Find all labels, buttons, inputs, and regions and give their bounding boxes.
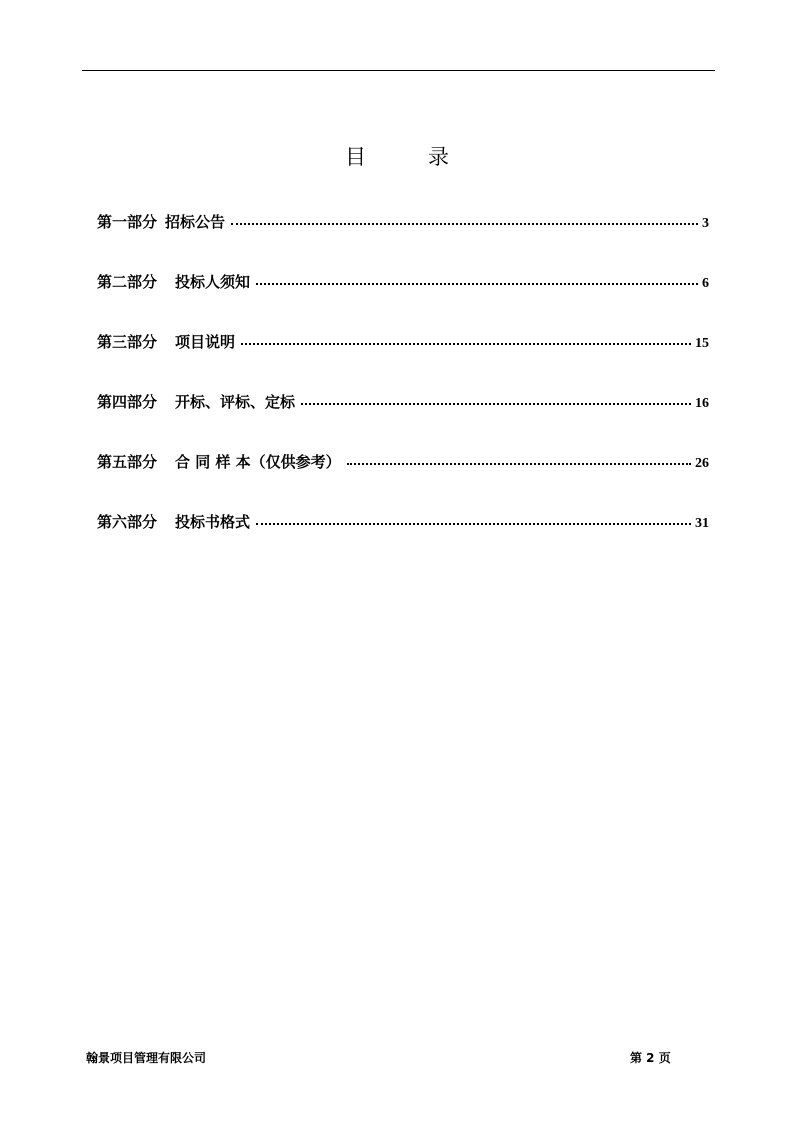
title-char-2: 录: [428, 145, 449, 169]
toc-entry-part-4[interactable]: [97, 390, 709, 414]
toc-leader-dots: [231, 211, 698, 225]
toc-heading: 合 同 样 本（仅供参考）: [175, 453, 341, 471]
toc-entry-part-1[interactable]: [97, 210, 709, 234]
toc-leader-dots: [256, 271, 698, 285]
toc-heading: 投标书格式: [175, 513, 251, 531]
toc-part-label: 第五部分: [97, 453, 158, 471]
toc-entry-part-2[interactable]: [97, 270, 709, 294]
footer-company-name: 翰景项目管理有限公司: [86, 1051, 207, 1065]
toc-part-label: 第二部分: [97, 273, 158, 291]
toc-heading: 投标人须知: [175, 273, 251, 291]
toc-page-number: 3: [702, 216, 709, 231]
toc-page-number: 16: [695, 396, 709, 411]
toc-heading: 招标公告: [165, 213, 226, 231]
toc-part-label: 第一部分: [97, 213, 158, 231]
toc-page-number: 26: [695, 456, 709, 471]
footer-page-number: 第 2 页: [630, 1051, 671, 1065]
title-char-1: 目: [345, 145, 366, 169]
toc-entry-part-5[interactable]: [97, 450, 709, 474]
toc-leader-dots: [301, 391, 691, 405]
toc-leader-dots: [256, 511, 691, 525]
toc-page-number: 15: [695, 336, 709, 351]
toc-part-label: 第四部分: [97, 393, 158, 411]
toc-part-label: 第六部分: [97, 513, 158, 531]
toc-leader-dots: [241, 331, 691, 345]
header-rule: [82, 70, 715, 71]
toc-heading: 开标、评标、定标: [175, 393, 296, 411]
toc-entry-part-3[interactable]: [97, 330, 709, 354]
toc-page-number: 31: [695, 516, 709, 531]
page-title: [0, 143, 794, 171]
toc-entry-part-6[interactable]: [97, 510, 709, 534]
toc-leader-dots: [347, 451, 691, 465]
toc-part-label: 第三部分: [97, 333, 158, 351]
toc-heading: 项目说明: [175, 333, 236, 351]
table-of-contents: [97, 210, 709, 570]
toc-page-number: 6: [702, 276, 709, 291]
